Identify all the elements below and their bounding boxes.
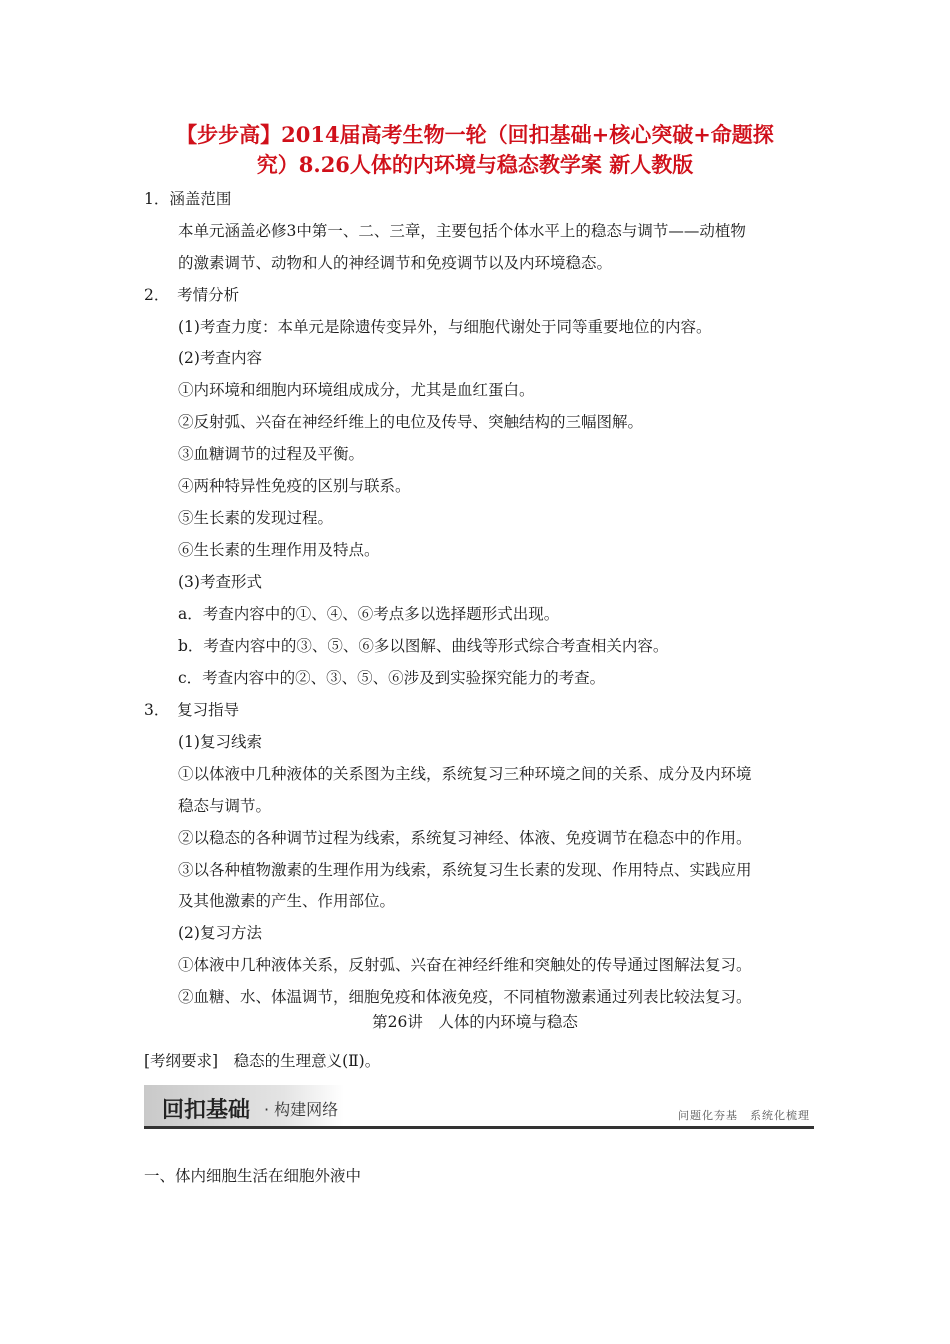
banner-main-title: 回扣基础 [162,1098,251,1123]
section-3-method-2: ②血糖、水、体温调节，细胞免疫和体液免疫，不同植物激素通过列表比较法复习。 [178,988,752,1006]
section-2-paragraph-1: (1)考查力度：本单元是除遗传变异外，与细胞代谢处于同等重要地位的内容。 [178,318,712,336]
document-title [100,120,850,180]
section-3-item-2: ②以稳态的各种调节过程为线索，系统复习神经、体液、免疫调节在稳态中的作用。 [178,829,752,847]
section-3-item-3-line-1: ③以各种植物激素的生理作用为线索，系统复习生长素的发现、作用特点、实践应用 [178,861,752,879]
section-2-item-5: ⑤生长素的发现过程。 [178,509,334,527]
title-line-2: 究）8.26人体的内环境与稳态教学案 新人教版 [256,152,694,177]
section-3-paragraph-1: (1)复习线索 [178,733,262,751]
exam-requirement: [考纲要求] 稳态的生理意义(Ⅱ)。 [144,1052,381,1070]
title-line-1: 【步步高】2014届高考生物一轮（回扣基础+核心突破+命题探 [176,122,774,147]
section-1-text-line-2: 的激素调节、动物和人的神经调节和免疫调节以及内环境稳态。 [178,254,613,272]
section-1-text-line-1: 本单元涵盖必修3中第一、二、三章，主要包括个体水平上的稳态与调节——动植物 [178,222,746,240]
section-2-item-b: b．考查内容中的③、⑤、⑥多以图解、曲线等形式综合考查相关内容。 [178,637,669,655]
section-2-paragraph-2: (2)考查内容 [178,349,262,367]
section-3-item-1-line-2: 稳态与调节。 [178,797,272,815]
section-1-heading: 1．涵盖范围 [144,190,232,208]
section-3-paragraph-2: (2)复习方法 [178,924,262,942]
section-2-heading: 2． 考情分析 [144,286,240,304]
section-3-method-1: ①体液中几种液体关系，反射弧、兴奋在神经纤维和突触处的传导通过图解法复习。 [178,956,752,974]
section-2-item-1: ①内环境和细胞内环境组成成分，尤其是血红蛋白。 [178,381,535,399]
banner-right-caption: 问题化夯基 系统化梳理 [678,1109,810,1122]
section-one-heading: 一、体内细胞生活在细胞外液中 [144,1167,362,1185]
banner-subtitle: · 构建网络 [264,1100,339,1119]
section-2-item-2: ②反射弧、兴奋在神经纤维上的电位及传导、突触结构的三幅图解。 [178,413,644,431]
section-2-item-3: ③血糖调节的过程及平衡。 [178,445,365,463]
section-2-paragraph-3: (3)考查形式 [178,573,262,591]
section-3-heading: 3． 复习指导 [144,701,240,719]
section-banner [144,1085,814,1133]
section-2-item-a: a．考查内容中的①、④、⑥考点多以选择题形式出现。 [178,605,560,623]
section-3-item-1-line-1: ①以体液中几种液体的关系图为主线，系统复习三种环境之间的关系、成分及内环境 [178,765,752,783]
section-3-item-3-line-2: 及其他激素的产生、作用部位。 [178,892,396,910]
section-2-item-6: ⑥生长素的生理作用及特点。 [178,541,380,559]
banner-rule [144,1126,814,1129]
lecture-title: 第26讲 人体的内环境与稳态 [372,1013,578,1031]
section-2-item-4: ④两种特异性免疫的区别与联系。 [178,477,411,495]
section-2-item-c: c．考查内容中的②、③、⑤、⑥涉及到实验探究能力的考查。 [178,669,606,687]
